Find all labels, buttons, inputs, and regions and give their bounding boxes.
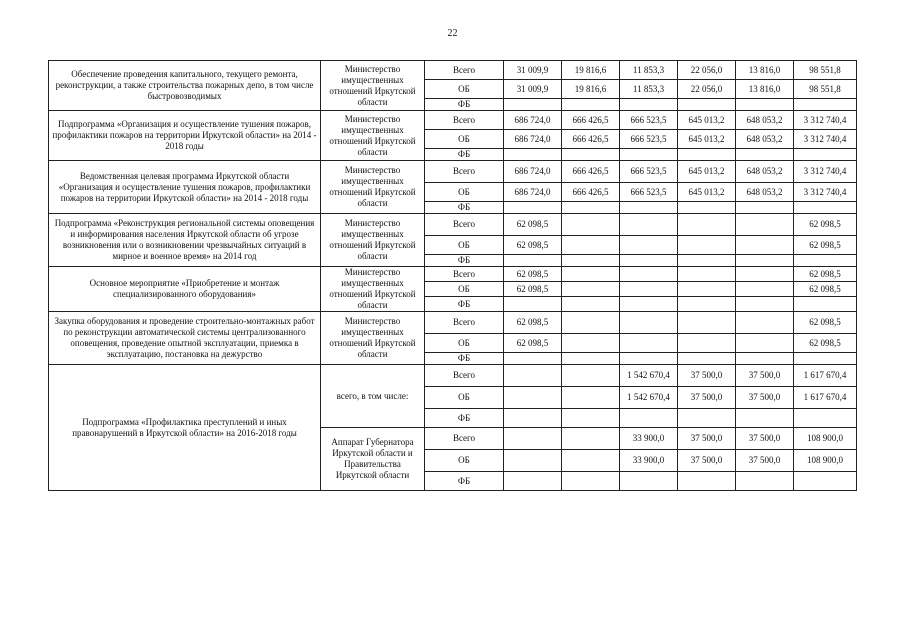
funding-source: ФБ xyxy=(425,255,504,267)
value-cell: 1 542 670,4 xyxy=(620,365,678,387)
value-cell: 62 098,5 xyxy=(794,334,857,353)
funding-source: ФБ xyxy=(425,353,504,365)
value-cell xyxy=(504,387,562,409)
value-cell xyxy=(794,202,857,214)
value-cell: 22 056,0 xyxy=(678,80,736,99)
value-cell xyxy=(736,149,794,161)
value-cell xyxy=(562,450,620,472)
value-cell xyxy=(562,353,620,365)
value-cell xyxy=(562,334,620,353)
value-cell: 3 312 740,4 xyxy=(794,111,857,130)
value-cell: 645 013,2 xyxy=(678,111,736,130)
funding-source: ФБ xyxy=(425,99,504,111)
funding-source: ОБ xyxy=(425,450,504,472)
funding-source: ОБ xyxy=(425,80,504,99)
value-cell xyxy=(736,282,794,297)
value-cell xyxy=(678,236,736,255)
table-row xyxy=(49,267,857,282)
value-cell: 37 500,0 xyxy=(736,428,794,450)
value-cell xyxy=(794,409,857,428)
value-cell xyxy=(504,428,562,450)
funding-source: Всего xyxy=(425,428,504,450)
value-cell xyxy=(736,99,794,111)
value-cell: 19 816,6 xyxy=(562,80,620,99)
executor: всего, в том числе: xyxy=(321,365,425,428)
value-cell: 62 098,5 xyxy=(794,312,857,334)
value-cell xyxy=(504,255,562,267)
funding-source: ОБ xyxy=(425,130,504,149)
value-cell xyxy=(620,149,678,161)
value-cell: 666 523,5 xyxy=(620,183,678,202)
value-cell xyxy=(620,334,678,353)
value-cell: 37 500,0 xyxy=(678,450,736,472)
executor: Министерство имущественных отношений Иркутской области xyxy=(321,61,425,111)
executor: Аппарат Губернатора Иркутской области и Правительства Иркутской области xyxy=(321,428,425,491)
value-cell: 3 312 740,4 xyxy=(794,183,857,202)
program-name: Подпрограмма «Организация и осуществление тушения пожаров, профилактики пожаров на территории Иркутской области» на 2014 - 2018 годы xyxy=(49,111,321,161)
value-cell: 22 056,0 xyxy=(678,61,736,80)
value-cell xyxy=(504,149,562,161)
budget-table xyxy=(48,60,857,491)
value-cell xyxy=(736,312,794,334)
value-cell: 686 724,0 xyxy=(504,130,562,149)
funding-source: Всего xyxy=(425,214,504,236)
program-name: Обеспечение проведения капитального, текущего ремонта, реконструкции, а также строительства пожарных депо, в том числе быстровозводимых xyxy=(49,61,321,111)
value-cell: 62 098,5 xyxy=(794,267,857,282)
value-cell: 37 500,0 xyxy=(678,365,736,387)
executor: Министерство имущественных отношений Иркутской области xyxy=(321,312,425,365)
value-cell xyxy=(794,255,857,267)
value-cell: 13 816,0 xyxy=(736,80,794,99)
value-cell xyxy=(736,236,794,255)
value-cell xyxy=(678,149,736,161)
value-cell xyxy=(736,214,794,236)
value-cell: 37 500,0 xyxy=(678,428,736,450)
value-cell xyxy=(678,255,736,267)
funding-source: Всего xyxy=(425,312,504,334)
value-cell xyxy=(504,409,562,428)
funding-source: ФБ xyxy=(425,202,504,214)
value-cell: 31 009,9 xyxy=(504,80,562,99)
value-cell xyxy=(794,149,857,161)
table-row xyxy=(49,312,857,334)
value-cell xyxy=(562,99,620,111)
funding-source: Всего xyxy=(425,61,504,80)
value-cell xyxy=(620,267,678,282)
value-cell xyxy=(678,214,736,236)
value-cell xyxy=(504,297,562,312)
value-cell: 666 426,5 xyxy=(562,183,620,202)
value-cell: 666 523,5 xyxy=(620,161,678,183)
funding-source: ОБ xyxy=(425,183,504,202)
value-cell xyxy=(562,297,620,312)
value-cell: 13 816,0 xyxy=(736,61,794,80)
value-cell: 1 617 670,4 xyxy=(794,387,857,409)
program-name: Подпрограмма «Профилактика преступлений и иных правонарушений в Иркутской области» на 2016-2018 годы xyxy=(49,365,321,491)
value-cell: 645 013,2 xyxy=(678,183,736,202)
value-cell: 1 617 670,4 xyxy=(794,365,857,387)
value-cell: 98 551,8 xyxy=(794,61,857,80)
value-cell xyxy=(678,334,736,353)
value-cell xyxy=(678,409,736,428)
value-cell: 11 853,3 xyxy=(620,61,678,80)
value-cell xyxy=(504,202,562,214)
value-cell xyxy=(562,236,620,255)
funding-source: ОБ xyxy=(425,387,504,409)
value-cell xyxy=(736,409,794,428)
value-cell xyxy=(678,282,736,297)
value-cell: 62 098,5 xyxy=(794,214,857,236)
value-cell: 62 098,5 xyxy=(504,312,562,334)
value-cell xyxy=(562,202,620,214)
value-cell xyxy=(620,214,678,236)
funding-source: Всего xyxy=(425,267,504,282)
value-cell: 3 312 740,4 xyxy=(794,130,857,149)
value-cell: 666 523,5 xyxy=(620,111,678,130)
value-cell: 666 426,5 xyxy=(562,111,620,130)
value-cell xyxy=(562,267,620,282)
value-cell xyxy=(736,353,794,365)
funding-source: Всего xyxy=(425,365,504,387)
value-cell xyxy=(736,297,794,312)
value-cell xyxy=(620,472,678,491)
value-cell xyxy=(562,312,620,334)
value-cell xyxy=(736,255,794,267)
value-cell xyxy=(562,409,620,428)
value-cell xyxy=(678,202,736,214)
value-cell xyxy=(736,334,794,353)
table-row xyxy=(49,61,857,80)
value-cell xyxy=(620,353,678,365)
value-cell xyxy=(504,353,562,365)
value-cell xyxy=(736,267,794,282)
value-cell xyxy=(736,472,794,491)
value-cell: 108 900,0 xyxy=(794,428,857,450)
value-cell xyxy=(620,409,678,428)
value-cell: 62 098,5 xyxy=(504,334,562,353)
value-cell: 686 724,0 xyxy=(504,161,562,183)
value-cell: 645 013,2 xyxy=(678,130,736,149)
program-name: Подпрограмма «Реконструкция региональной системы оповещения и информирования населения Иркутской области об угрозе возникновения или о возникновении чрезвычайных ситуаций в мирное и военное время» на 2014 год xyxy=(49,214,321,267)
funding-source: ОБ xyxy=(425,334,504,353)
value-cell: 648 053,2 xyxy=(736,130,794,149)
funding-source: ФБ xyxy=(425,472,504,491)
page-number: 22 xyxy=(447,28,458,39)
value-cell: 62 098,5 xyxy=(504,267,562,282)
table-row xyxy=(49,161,857,183)
value-cell: 62 098,5 xyxy=(504,282,562,297)
value-cell: 31 009,9 xyxy=(504,61,562,80)
value-cell: 666 523,5 xyxy=(620,130,678,149)
funding-source: Всего xyxy=(425,111,504,130)
value-cell xyxy=(562,214,620,236)
value-cell xyxy=(678,99,736,111)
value-cell xyxy=(678,353,736,365)
executor: Министерство имущественных отношений Иркутской области xyxy=(321,111,425,161)
value-cell: 62 098,5 xyxy=(504,236,562,255)
value-cell: 98 551,8 xyxy=(794,80,857,99)
funding-source: ОБ xyxy=(425,236,504,255)
value-cell: 37 500,0 xyxy=(736,387,794,409)
value-cell xyxy=(794,99,857,111)
value-cell: 11 853,3 xyxy=(620,80,678,99)
value-cell: 3 312 740,4 xyxy=(794,161,857,183)
executor: Министерство имущественных отношений Иркутской области xyxy=(321,161,425,214)
funding-source: Всего xyxy=(425,161,504,183)
program-name: Закупка оборудования и проведение строительно-монтажных работ по реконструкции автоматической системы централизованного оповещения, проведение опытной эксплуатации, приемка в эксплуатацию, постановка на дежурство xyxy=(49,312,321,365)
value-cell xyxy=(620,99,678,111)
value-cell: 645 013,2 xyxy=(678,161,736,183)
value-cell: 686 724,0 xyxy=(504,183,562,202)
value-cell xyxy=(562,365,620,387)
value-cell xyxy=(794,297,857,312)
value-cell xyxy=(562,255,620,267)
value-cell xyxy=(504,472,562,491)
value-cell xyxy=(504,365,562,387)
value-cell: 1 542 670,4 xyxy=(620,387,678,409)
value-cell xyxy=(794,353,857,365)
value-cell xyxy=(620,297,678,312)
value-cell: 62 098,5 xyxy=(794,236,857,255)
program-name: Ведомственная целевая программа Иркутской области «Организация и осуществление тушения пожаров, профилактики пожаров на территории Иркутской области» на 2014 - 2018 годы xyxy=(49,161,321,214)
value-cell xyxy=(562,282,620,297)
value-cell xyxy=(620,312,678,334)
value-cell: 37 500,0 xyxy=(736,365,794,387)
table-row xyxy=(49,214,857,236)
funding-source: ФБ xyxy=(425,409,504,428)
value-cell xyxy=(562,472,620,491)
value-cell xyxy=(620,282,678,297)
value-cell: 19 816,6 xyxy=(562,61,620,80)
value-cell xyxy=(504,99,562,111)
table-row xyxy=(49,111,857,130)
value-cell xyxy=(678,297,736,312)
value-cell xyxy=(794,472,857,491)
value-cell: 62 098,5 xyxy=(794,282,857,297)
value-cell xyxy=(562,428,620,450)
value-cell: 37 500,0 xyxy=(678,387,736,409)
value-cell xyxy=(678,472,736,491)
value-cell xyxy=(562,387,620,409)
funding-source: ФБ xyxy=(425,149,504,161)
program-name: Основное мероприятие «Приобретение и монтаж специализированного оборудования» xyxy=(49,267,321,312)
table-row xyxy=(49,365,857,387)
executor: Министерство имущественных отношений Иркутской области xyxy=(321,267,425,312)
value-cell: 686 724,0 xyxy=(504,111,562,130)
funding-source: ФБ xyxy=(425,297,504,312)
value-cell: 33 900,0 xyxy=(620,450,678,472)
value-cell xyxy=(678,312,736,334)
value-cell: 666 426,5 xyxy=(562,130,620,149)
value-cell xyxy=(736,202,794,214)
funding-source: ОБ xyxy=(425,282,504,297)
value-cell xyxy=(562,149,620,161)
executor: Министерство имущественных отношений Иркутской области xyxy=(321,214,425,267)
value-cell: 37 500,0 xyxy=(736,450,794,472)
value-cell xyxy=(620,202,678,214)
value-cell xyxy=(620,236,678,255)
value-cell: 648 053,2 xyxy=(736,111,794,130)
value-cell: 648 053,2 xyxy=(736,161,794,183)
value-cell: 108 900,0 xyxy=(794,450,857,472)
value-cell: 62 098,5 xyxy=(504,214,562,236)
value-cell xyxy=(678,267,736,282)
value-cell: 648 053,2 xyxy=(736,183,794,202)
value-cell xyxy=(620,255,678,267)
value-cell: 33 900,0 xyxy=(620,428,678,450)
value-cell: 666 426,5 xyxy=(562,161,620,183)
value-cell xyxy=(504,450,562,472)
